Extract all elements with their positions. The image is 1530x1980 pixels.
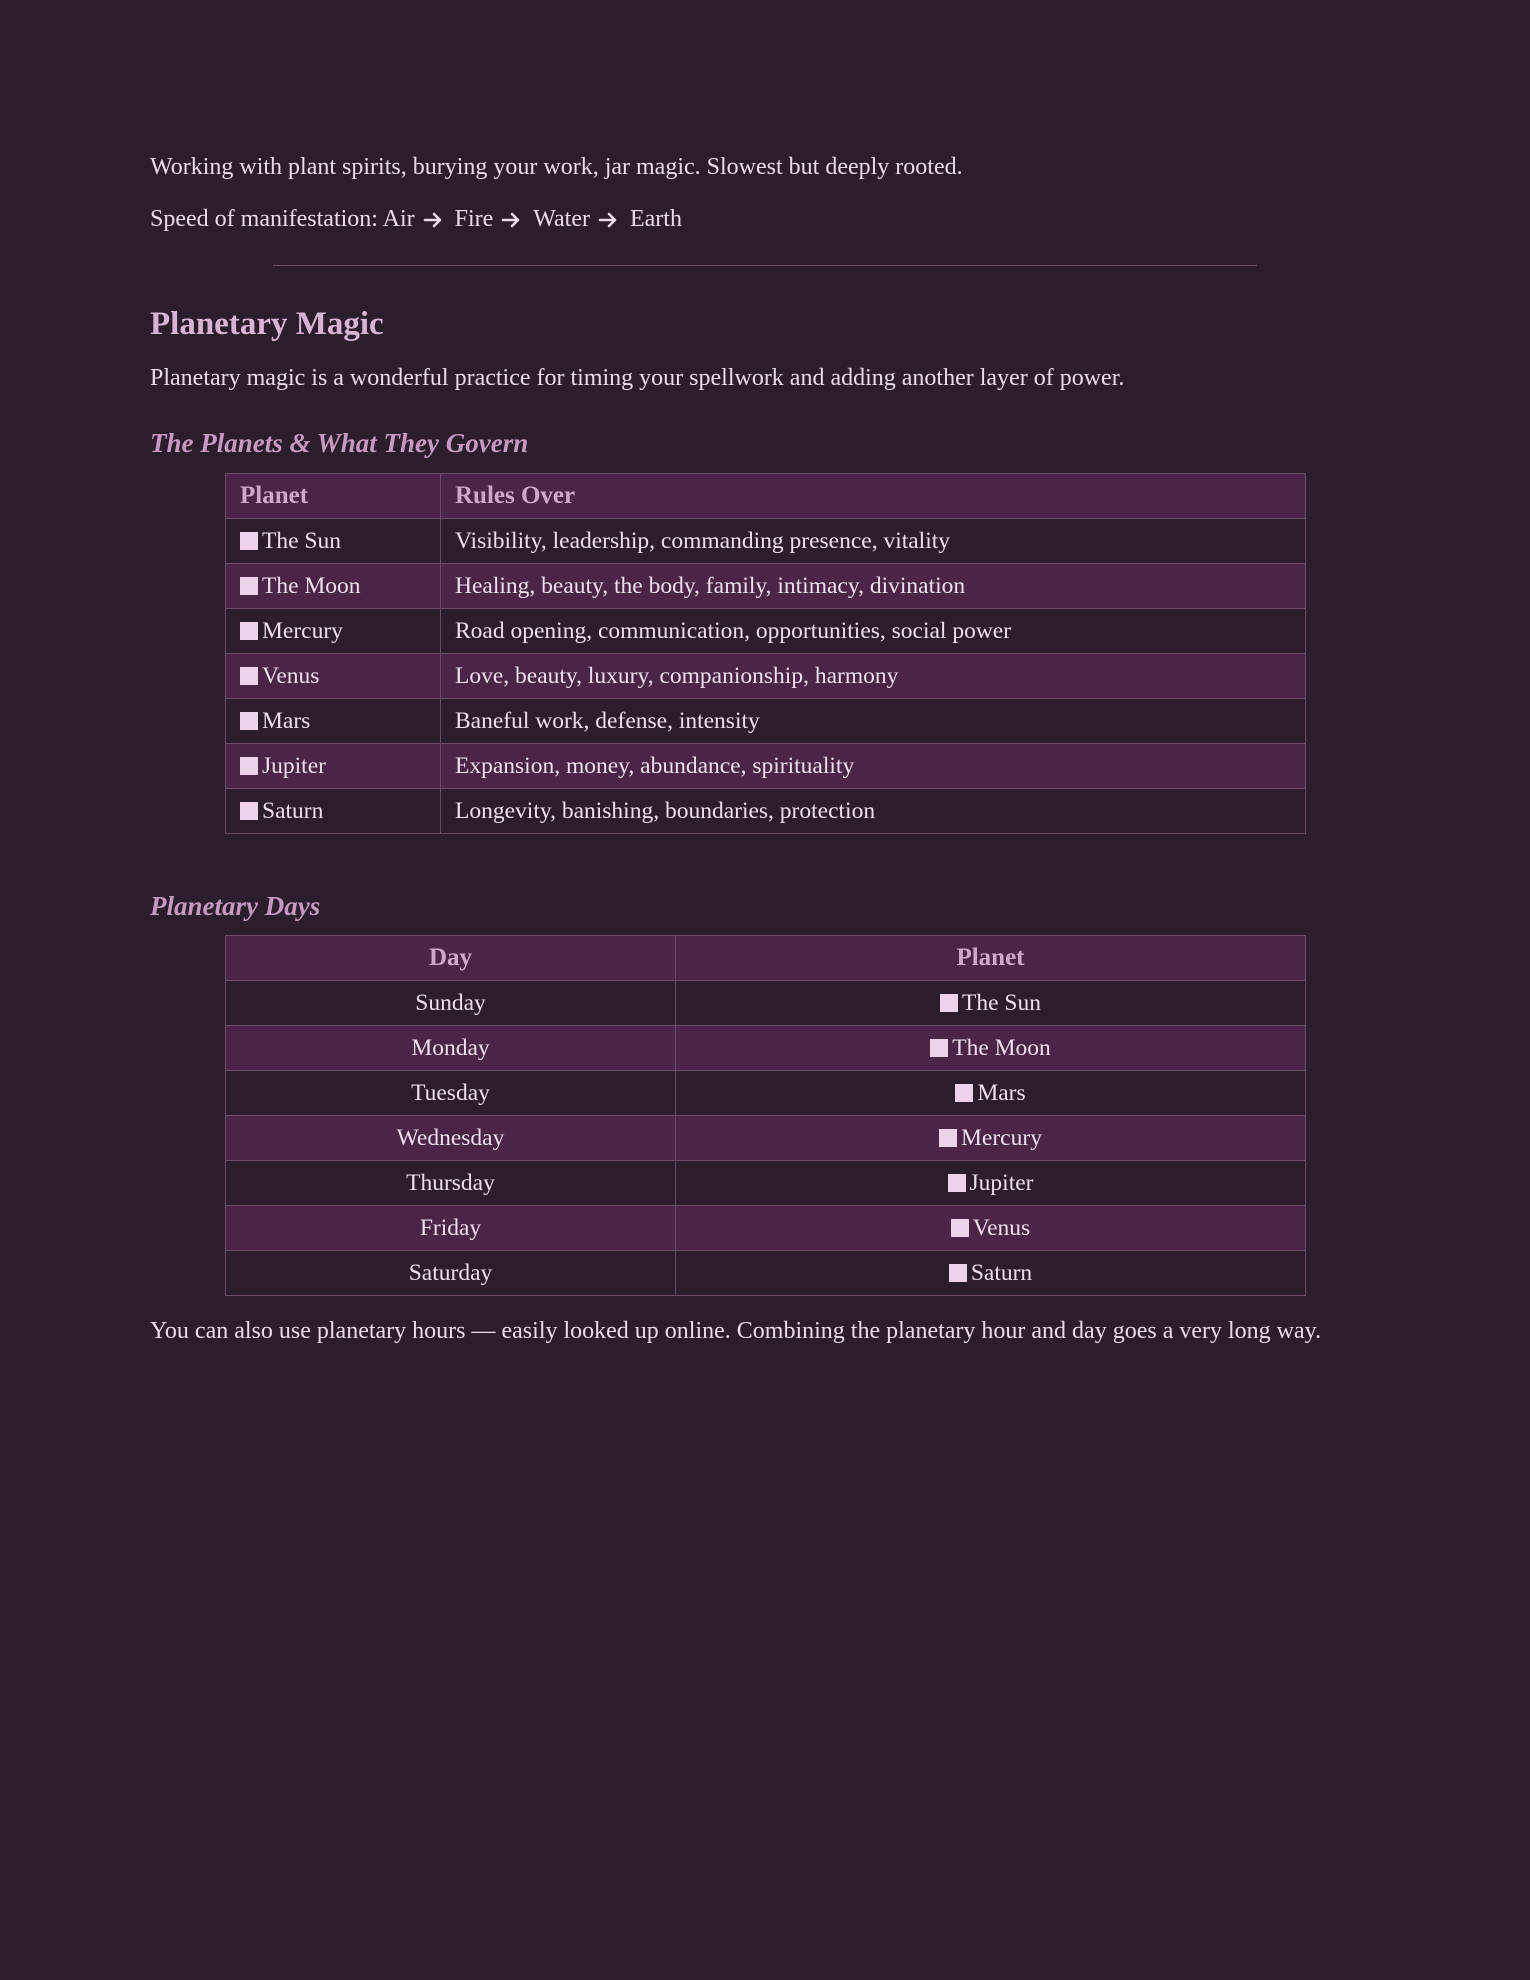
days-table-heading: Planetary Days <box>150 891 321 921</box>
planet-name: Mars <box>262 707 311 734</box>
square-icon <box>948 1174 966 1192</box>
square-icon <box>939 1129 957 1147</box>
table-row <box>226 1026 1306 1071</box>
planet-name: Jupiter <box>262 752 326 779</box>
rules-cell: Healing, beauty, the body, family, intimacy, divination <box>441 564 1306 609</box>
planets-table <box>225 473 1306 834</box>
table-row <box>226 1161 1306 1206</box>
square-icon <box>930 1039 948 1057</box>
planet-name: Jupiter <box>969 1169 1034 1196</box>
planet-cell <box>226 744 441 789</box>
speed-of-manifestation <box>150 201 682 238</box>
table-row <box>226 981 1306 1026</box>
planet-cell <box>676 1116 1306 1161</box>
table-row <box>226 744 1306 789</box>
day-cell: Tuesday <box>226 1071 676 1116</box>
planetary-hours-note: You can also use planetary hours — easily looked up online. Combining the planetary hour and day goes a very long way. <box>150 1318 1322 1344</box>
planet-cell <box>676 981 1306 1026</box>
square-icon <box>240 532 258 550</box>
table-header-row <box>226 474 1306 519</box>
square-icon <box>940 994 958 1012</box>
square-icon <box>240 622 258 640</box>
column-header-planet: Planet <box>226 474 441 519</box>
day-cell: Sunday <box>226 981 676 1026</box>
planet-cell <box>226 519 441 564</box>
section-description: Planetary magic is a wonderful practice for timing your spellwork and adding another layer of power. <box>150 365 1125 391</box>
planet-name: The Moon <box>952 1034 1051 1061</box>
rules-cell: Expansion, money, abundance, spirituality <box>441 744 1306 789</box>
planet-name: Mercury <box>262 617 343 644</box>
table-row <box>226 699 1306 744</box>
planet-name: Venus <box>972 1214 1031 1241</box>
planet-name: The Sun <box>262 527 341 554</box>
speed-step: Water <box>533 206 590 232</box>
square-icon <box>955 1084 973 1102</box>
rules-cell: Visibility, leadership, commanding presence, vitality <box>441 519 1306 564</box>
rules-cell: Longevity, banishing, boundaries, protection <box>441 789 1306 834</box>
planet-cell <box>226 564 441 609</box>
rules-cell: Love, beauty, luxury, companionship, harmony <box>441 654 1306 699</box>
arrow-right-icon <box>598 210 620 230</box>
square-icon <box>949 1264 967 1282</box>
speed-label: Speed of manifestation: Air <box>150 206 415 232</box>
section-title: Planetary Magic <box>150 306 384 342</box>
table-row <box>226 789 1306 834</box>
planet-name: Mars <box>977 1079 1026 1106</box>
day-cell: Monday <box>226 1026 676 1071</box>
square-icon <box>240 802 258 820</box>
table-row <box>226 564 1306 609</box>
planet-cell <box>676 1026 1306 1071</box>
table-header-row <box>226 936 1306 981</box>
table-row <box>226 654 1306 699</box>
square-icon <box>951 1219 969 1237</box>
planet-cell <box>226 609 441 654</box>
column-header-planet: Planet <box>676 936 1306 981</box>
rules-cell: Baneful work, defense, intensity <box>441 699 1306 744</box>
rules-cell: Road opening, communication, opportunities, social power <box>441 609 1306 654</box>
planet-name: Saturn <box>970 1259 1033 1286</box>
planet-name: Venus <box>262 662 320 689</box>
planet-cell <box>676 1251 1306 1296</box>
planet-name: Mercury <box>961 1124 1042 1151</box>
square-icon <box>240 757 258 775</box>
square-icon <box>240 712 258 730</box>
planet-cell <box>676 1071 1306 1116</box>
planet-name: The Sun <box>962 989 1041 1016</box>
day-cell: Saturday <box>226 1251 676 1296</box>
section-divider <box>273 265 1257 266</box>
day-cell: Friday <box>226 1206 676 1251</box>
column-header-day: Day <box>226 936 676 981</box>
day-cell: Wednesday <box>226 1116 676 1161</box>
table-row <box>226 1116 1306 1161</box>
table-row <box>226 519 1306 564</box>
planet-name: Saturn <box>262 797 324 824</box>
speed-step: Earth <box>629 206 682 232</box>
arrow-right-icon <box>501 210 523 230</box>
planetary-days-table <box>225 935 1306 1296</box>
arrow-right-icon <box>423 210 445 230</box>
planet-cell <box>226 699 441 744</box>
table-row <box>226 1071 1306 1116</box>
square-icon <box>240 577 258 595</box>
table-row <box>226 1206 1306 1251</box>
square-icon <box>240 667 258 685</box>
day-cell: Thursday <box>226 1161 676 1206</box>
planets-table-heading: The Planets & What They Govern <box>150 428 529 458</box>
column-header-rules-over: Rules Over <box>441 474 1306 519</box>
planet-cell <box>226 789 441 834</box>
table-row <box>226 1251 1306 1296</box>
planet-cell <box>676 1206 1306 1251</box>
table-row <box>226 609 1306 654</box>
planet-cell <box>226 654 441 699</box>
planet-cell <box>676 1161 1306 1206</box>
earth-description: Working with plant spirits, burying your work, jar magic. Slowest but deeply rooted. <box>150 154 963 180</box>
speed-step: Fire <box>454 206 494 232</box>
planet-name: The Moon <box>262 572 361 599</box>
